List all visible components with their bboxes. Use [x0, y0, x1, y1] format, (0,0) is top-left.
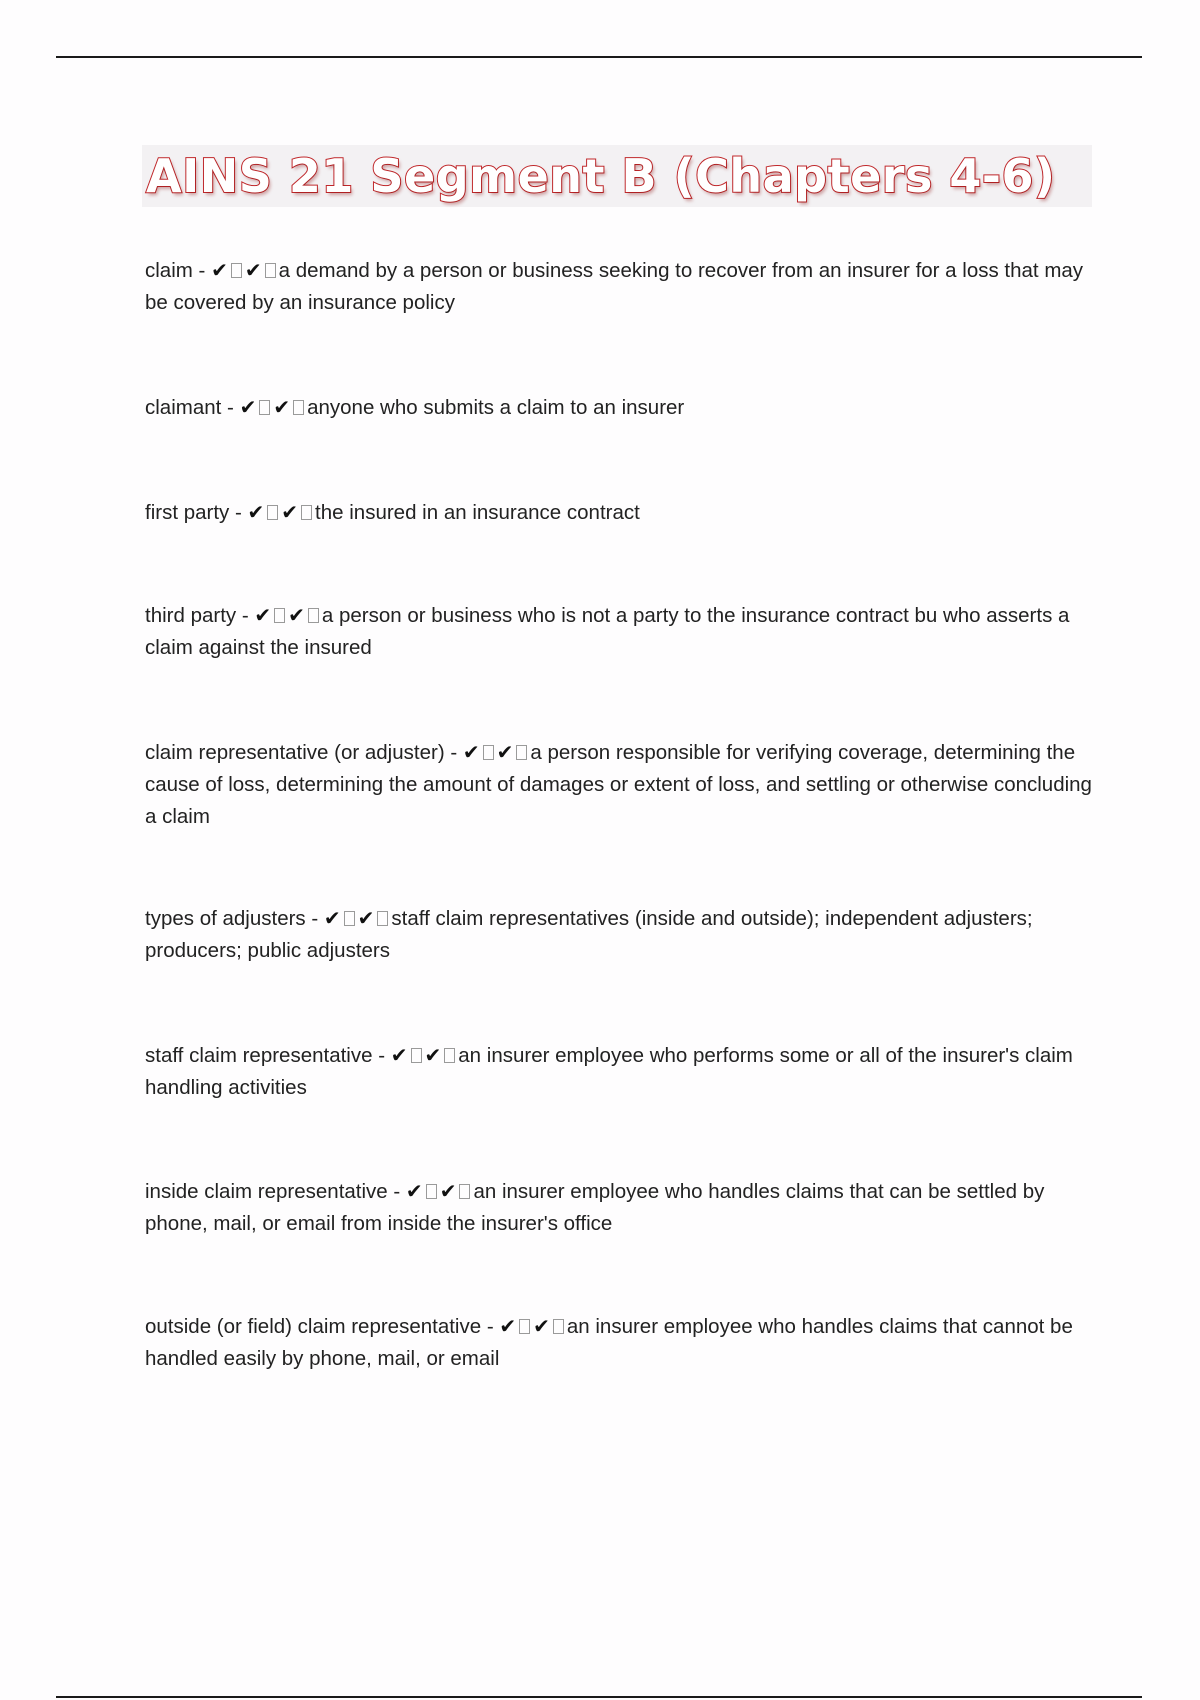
header-rule: [56, 56, 1142, 58]
entry-term: claim representative (or adjuster): [145, 741, 445, 764]
check-marks-icon: ✔ ✔: [248, 500, 316, 524]
definition-entry: [145, 496, 1095, 529]
missing-glyph-box-icon: [267, 505, 278, 520]
missing-glyph-box-icon: [301, 505, 312, 520]
check-marks-icon: ✔ ✔: [240, 395, 308, 419]
missing-glyph-box-icon: [459, 1184, 470, 1199]
entry-definition: an insurer employee who handles claims that can be settled by phone, mail, or email from inside the insurer's office: [145, 1180, 1045, 1235]
missing-glyph-box-icon: [483, 745, 494, 760]
missing-glyph-box-icon: [426, 1184, 437, 1199]
entry-separator: -: [221, 396, 240, 419]
missing-glyph-box-icon: [377, 911, 388, 926]
entry-definition: a person or business who is not a party to the insurance contract bu who asserts a claim against the insured: [145, 604, 1070, 659]
missing-glyph-box-icon: [265, 263, 276, 278]
entry-separator: -: [372, 1044, 391, 1067]
entry-separator: -: [444, 741, 463, 764]
footer-rule: [56, 1696, 1142, 1698]
entry-separator: -: [229, 501, 248, 524]
check-marks-icon: ✔ ✔: [211, 258, 279, 282]
missing-glyph-box-icon: [411, 1048, 422, 1063]
definition-entry: [145, 599, 1095, 664]
missing-glyph-box-icon: [274, 608, 285, 623]
check-marks-icon: ✔ ✔: [324, 906, 392, 930]
missing-glyph-box-icon: [519, 1319, 530, 1334]
entry-term: claim: [145, 259, 193, 282]
missing-glyph-box-icon: [516, 745, 527, 760]
entry-definition: an insurer employee who performs some or all of the insurer's claim handling activities: [145, 1044, 1073, 1099]
entry-definition: a demand by a person or business seeking to recover from an insurer for a loss that may be covered by an insurance policy: [145, 259, 1084, 314]
entry-separator: -: [305, 907, 324, 930]
missing-glyph-box-icon: [293, 400, 304, 415]
entry-definition: the insured in an insurance contract: [315, 501, 640, 524]
entry-separator: -: [387, 1180, 406, 1203]
missing-glyph-box-icon: [308, 608, 319, 623]
entry-term: first party: [145, 501, 230, 524]
missing-glyph-box-icon: [553, 1319, 564, 1334]
missing-glyph-box-icon: [259, 400, 270, 415]
check-marks-icon: ✔ ✔: [463, 740, 531, 764]
entry-separator: -: [481, 1315, 500, 1338]
entry-definition: staff claim representatives (inside and outside); independent adjusters; producers; public adjusters: [145, 907, 1033, 962]
entry-definition: a person responsible for verifying coverage, determining the cause of loss, determining the amount of damages or extent of loss, and settling or otherwise concluding a claim: [145, 741, 1092, 828]
check-marks-icon: ✔ ✔: [406, 1179, 474, 1203]
check-marks-icon: ✔ ✔: [254, 603, 322, 627]
entry-definition: an insurer employee who handles claims that cannot be handled easily by phone, mail, or email: [145, 1315, 1073, 1370]
check-marks-icon: ✔ ✔: [391, 1043, 459, 1067]
entry-separator: -: [236, 604, 255, 627]
definition-entry: [145, 1310, 1095, 1375]
entry-term: inside claim representative: [145, 1180, 388, 1203]
definition-entry: [145, 1039, 1095, 1104]
definition-entry: [145, 902, 1095, 967]
definition-entry: [145, 254, 1095, 319]
entry-separator: -: [192, 259, 212, 282]
entry-term: types of adjusters: [145, 907, 306, 930]
entry-term: third party: [145, 604, 237, 627]
entry-definition: anyone who submits a claim to an insurer: [307, 396, 685, 419]
check-marks-icon: ✔ ✔: [499, 1314, 567, 1338]
document-title: AINS 21 Segment B (Chapters 4-6): [146, 149, 1056, 203]
definition-entry: [145, 1175, 1095, 1240]
missing-glyph-box-icon: [231, 263, 242, 278]
missing-glyph-box-icon: [444, 1048, 455, 1063]
definition-entry: [145, 391, 1095, 424]
entry-term: claimant: [145, 396, 222, 419]
entry-term: outside (or field) claim representative: [145, 1315, 482, 1338]
definition-entry: [145, 736, 1095, 833]
missing-glyph-box-icon: [344, 911, 355, 926]
entry-term: staff claim representative: [145, 1044, 373, 1067]
